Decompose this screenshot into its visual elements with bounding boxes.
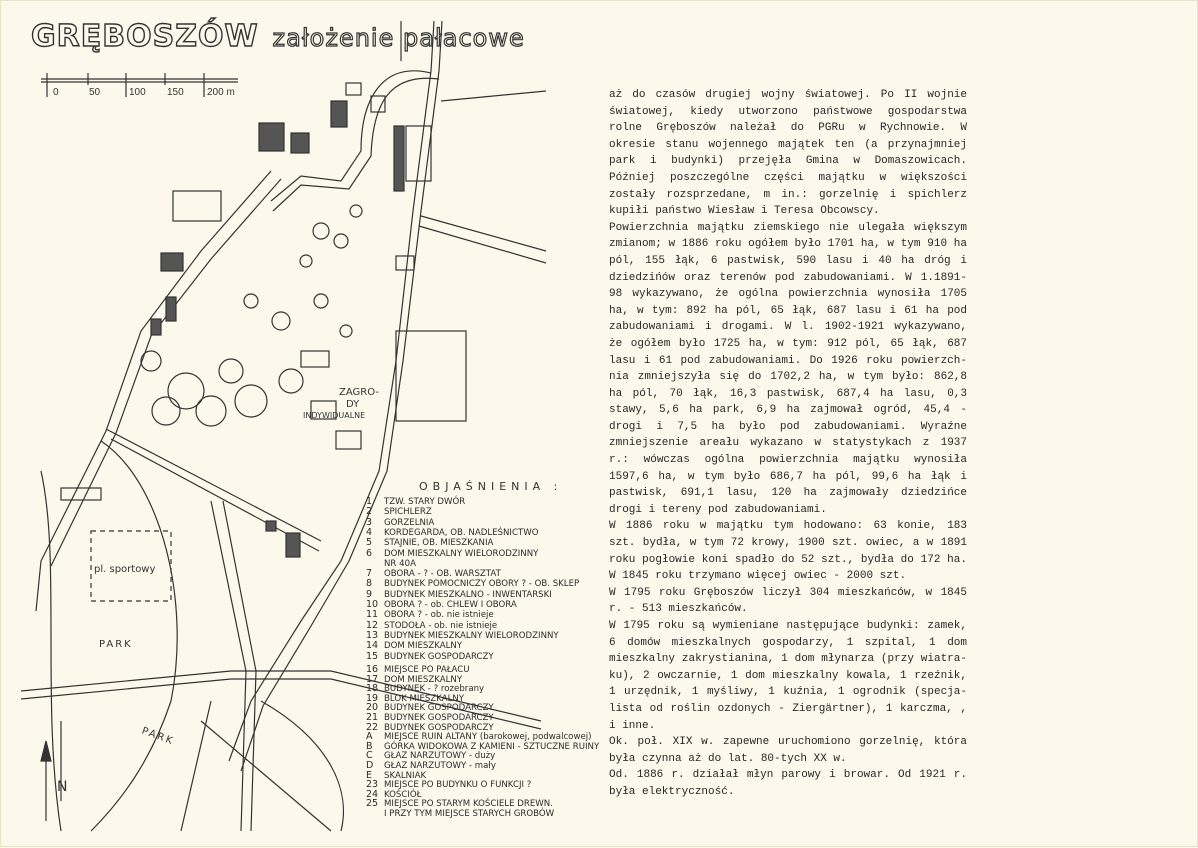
body-text [609,87,967,801]
map-title [31,19,525,54]
legend-text: DOM MIESZKALNY WIELORODZINNY [384,548,539,559]
legend-number: 12 [366,619,379,631]
text-line: była czynna aż do lat. 80-tych XX w. [609,752,847,765]
legend-number: 18 [366,683,379,695]
legend-text: BUDYNEK POMOCNICZY OBORY ? - OB. SKLEP [384,579,580,590]
text-line: 1 urzędnik, 1 myśliwy, 1 kuźnia, 1 ogrodnik (specja- [609,686,967,699]
legend-text: MIEJSCE PO STARYM KOŚCIELE DREWN. [384,799,553,810]
legend-item [366,665,470,675]
text-line: mieszkalny zakrystianina, 1 dom młynarza (przy wiatra- [609,653,967,666]
label-sports-field: pl. sportowy [94,564,156,575]
text-line: 1597,6 ha, w tym było 686,7 ha pól, 99,6 ha łąk i [609,470,967,483]
legend-text: GORZELNIA [384,517,435,528]
legend-number: 16 [366,664,379,675]
legend-item [366,703,494,713]
legend-text: MIEJSCE RUIN ALTANY (barokowej, podwalcowej) [384,732,592,743]
text-line: rolne Gręboszów należał do PGRu w Rychnowie. W [609,122,967,135]
legend-number: 21 [366,712,379,723]
legend-text: SPICHLERZ [384,507,432,518]
legend-text: KORDEGARDA, OB. NADLEŚNICTWO [384,527,539,538]
legend-number: 7 [366,568,373,580]
label-park: PARK [99,639,133,650]
legend-text: BUDYNEK GOSPODARCZY [384,722,494,733]
legend-number: C [366,750,373,762]
text-line: Powierzchnia majątku ziemskiego nie ulegała większym [609,221,967,234]
label-zagrody: ZAGRO- [339,387,379,398]
legend-number: 9 [366,588,373,600]
legend-text: DOM MIESZKALNY [384,641,463,652]
legend-number: 4 [366,526,373,538]
label-park: PARK [140,725,176,748]
legend-item [366,528,538,538]
legend-number: 5 [366,537,373,549]
legend-number: 23 [366,779,379,791]
legend-item [366,621,497,631]
text-line: stawy, 5,6 ha park, 6,9 ha zajmował ogród, 45,4 - [609,404,967,417]
legend-text: BLOK MIESZKALNY [384,693,465,704]
label-north: N [57,779,68,795]
legend-number: B [366,740,373,752]
legend-text: BUDYNEK GOSPODARCZY [384,651,494,662]
legend-number: E [366,769,373,781]
map-title-place: GRĘBOSZÓW [31,19,259,54]
legend-item [366,549,538,559]
text-line: światowej, kiedy utworzono państwowe gospodarstwa [609,105,967,118]
text-line: Ok. poł. XIX w. zapewne uruchomiono gorzelnię, która [609,736,967,749]
legend-number: 2 [366,506,373,518]
legend-item [366,538,493,548]
text-line: ha, w tym: 892 ha pól, 65 łąk, 687 lasu i 61 ha pod [609,304,967,317]
text-line: 6 domów mieszkalnych gospodarzy, 1 szpital, 1 dom [609,636,967,649]
legend-text: BUDYNEK GOSPODARCZY [384,713,494,723]
text-line: zabudowaniami i drogami. W l. 1902-1921 wykazywano, [609,321,967,334]
legend-number: 6 [366,547,373,559]
legend-text: MIEJSCE PO PAŁACU [384,665,470,675]
text-line: W 1795 roku są wymieniane następujące budynki: zamek, [609,620,967,632]
legend-text: BUDYNEK MIESZKALNO - INWENTARSKI [384,589,552,600]
text-line: szt. bydła, w tym 72 krowy, 1900 szt. owiec, a w 1891 [609,537,967,550]
text-line: W 1845 roku trzymano więcej owiec - 2000 szt. [609,570,907,583]
text-line: i inne. [609,719,656,732]
text-line: Od. 1886 r. działał młyn parowy i browar. Od 1921 r. [609,769,967,782]
text-line: ha pól, 70 łąk, 16,3 pastwisk, 687,4 ha lasu, 0,3 [609,387,967,400]
text-line: Później poszczególne części majątku w większości [609,171,967,184]
legend-text: OBORA ? - ob. nie istnieje [384,610,494,621]
legend-number: 8 [366,578,373,590]
text-line: lista od roślin ozdonych - Ziergärtner), 1 karczma, , [609,702,967,715]
legend-item [366,684,484,694]
text-line: roku pogłowie koni spadło do 52 szt., bydła do 172 ha. [609,553,967,566]
legend-number: 24 [366,788,379,800]
text-line: 98 wykazywano, że ogólna powierzchnia wynosiła 1705 [609,288,967,301]
legend-number: 14 [366,640,379,652]
legend-item [366,600,517,610]
legend-item [366,799,553,809]
legend-text: BUDYNEK GOSPODARCZY [384,703,494,714]
legend-number: 3 [366,516,373,528]
legend-text: NR 40A [384,558,416,569]
legend-text: STAJNIE, OB. MIESZKANIA [384,538,494,549]
scale-label: 50 [89,87,101,98]
legend-text: STODOŁA - ob. nie istnieje [384,620,498,631]
text-line: pastwisk, 691,1 lasu, 120 ha zajmowały dziedzińce [609,487,967,500]
text-line: r.: wówczas ogólna powierzchnia majątku wynosiła [609,454,967,467]
text-line: kupiłi państwo Wiesław i Teresa Obcowscy. [609,205,880,218]
legend-number: 10 [366,599,379,610]
legend-item [366,641,462,651]
legend-title: OBJAŚNIENIA : [419,480,563,493]
legend-text: DOM MIESZKALNY [384,674,463,685]
text-line: zmianom; w 1886 roku ogółem było 1701 ha, w tym 910 ha [609,238,967,251]
text-line: r. - 513 mieszkańców. [609,603,748,616]
legend-number: 13 [366,629,379,641]
legend-text: SKALNIAK [384,770,427,781]
text-line: okresie stanu wojennego majątek ten (a przynajmniej [609,138,967,151]
text-line: W 1886 roku w majątku tym hodowano: 63 konie, 183 [609,520,967,533]
legend-text: GÓRKA WIDOKOWA Z KAMIENI - SZTUCZNE RUINY [384,741,600,752]
text-line: W 1795 roku Gręboszów liczył 304 mieszkańców, w 1845 [609,586,967,599]
legend-number: 19 [366,692,379,704]
legend-text: OBORA - ? - OB. WARSZTAT [384,569,501,580]
legend-item [366,579,579,589]
legend-text: KOŚCIÓŁ [384,789,422,800]
scale-label: 150 [167,87,184,98]
label-zagrody: INDYWIDUALNE [303,411,366,420]
legend-item [366,497,465,507]
legend-item [366,652,494,662]
text-line: lasu i 61 pod zabudowaniami. Do 1926 roku powierzch- [609,354,967,367]
legend-text: BUDYNEK MIESZKALNY WIELORODZINNY [384,630,559,641]
legend-text: GŁAZ NARZUTOWY - mały [384,761,496,771]
legend-item [366,518,434,528]
legend-item [366,507,432,517]
scale-label: 100 [129,87,146,98]
text-line: pól, 155 łąk, 6 pastwisk, 590 lasu i 40 ha dróg i [609,254,967,267]
legend-number: 25 [366,798,379,810]
legend-number: 22 [366,721,379,733]
legend-text: MIEJSCE PO BUDYNKU O FUNKCJI ? [384,780,532,791]
legend-item [366,780,531,790]
text-line: ku), 2 owczarnie, 1 dom mieszkalny kowala, 1 rzeźnik, [609,669,967,682]
text-line: park i budynki) przejęła Gmina w Domaszowicach. [609,155,967,168]
legend-item [366,713,494,723]
legend-number: D [366,760,374,771]
text-line: była elektryczność. [609,785,735,798]
legend-number: 11 [366,609,379,621]
text-line: nia zmniejszyła się do 1702,2 ha, w tym było: 862,8 [609,371,967,384]
text-line: drogi i tereny pod zabudowaniami. [609,503,827,516]
legend-item [366,732,592,742]
legend-item [366,610,494,620]
legend-item [366,761,496,771]
map-subtitle: założenie pałacowe [272,24,525,52]
legend-number: 20 [366,702,379,714]
legend-text: I PRZY TYM MIEJSCE STARYCH GROBÓW [384,809,555,819]
legend-text: GŁAZ NARZUTOWY - duży [384,751,496,762]
legend-number: 1 [366,496,373,507]
legend-item [366,751,495,761]
site-map [1,1,601,848]
legend-number: 15 [366,650,379,662]
legend-text: TZW. STARY DWÓR [384,497,466,507]
text-line: aż do czasów drugiej wojny światowej. Po II wojnie [609,89,967,101]
text-line: zmniejszenie areału wykazano w statystykach z 1937 [609,437,967,450]
legend-number: 17 [366,673,379,685]
legend-text: BUDYNEK - ? rozebrany [384,684,485,695]
legend-item [366,569,501,579]
text-line: dziedzińów oraz terenów pod zabudowaniami. W 1.1891- [609,271,967,284]
legend-text: OBORA ? - ob. CHLEW I OBORA [384,600,517,610]
legend-item [366,809,554,819]
scale-label: 0 [53,87,59,98]
scale-label: 200 m [207,87,235,98]
text-line: zostały rozsprzedane, m in.: gorzelnię i spichlerz [609,188,967,201]
text-line: drogi i 7,5 ha było pod zabudowaniami. Wyraźne [609,420,967,433]
text-line: że ogółem było 1725 ha, w tym: 912 pól, 65 łąk, 687 [609,337,967,350]
legend-item [366,590,552,600]
legend-item [366,631,559,641]
label-zagrody: DY [346,399,360,410]
legend-number: A [366,731,373,743]
legend-item [366,559,416,569]
